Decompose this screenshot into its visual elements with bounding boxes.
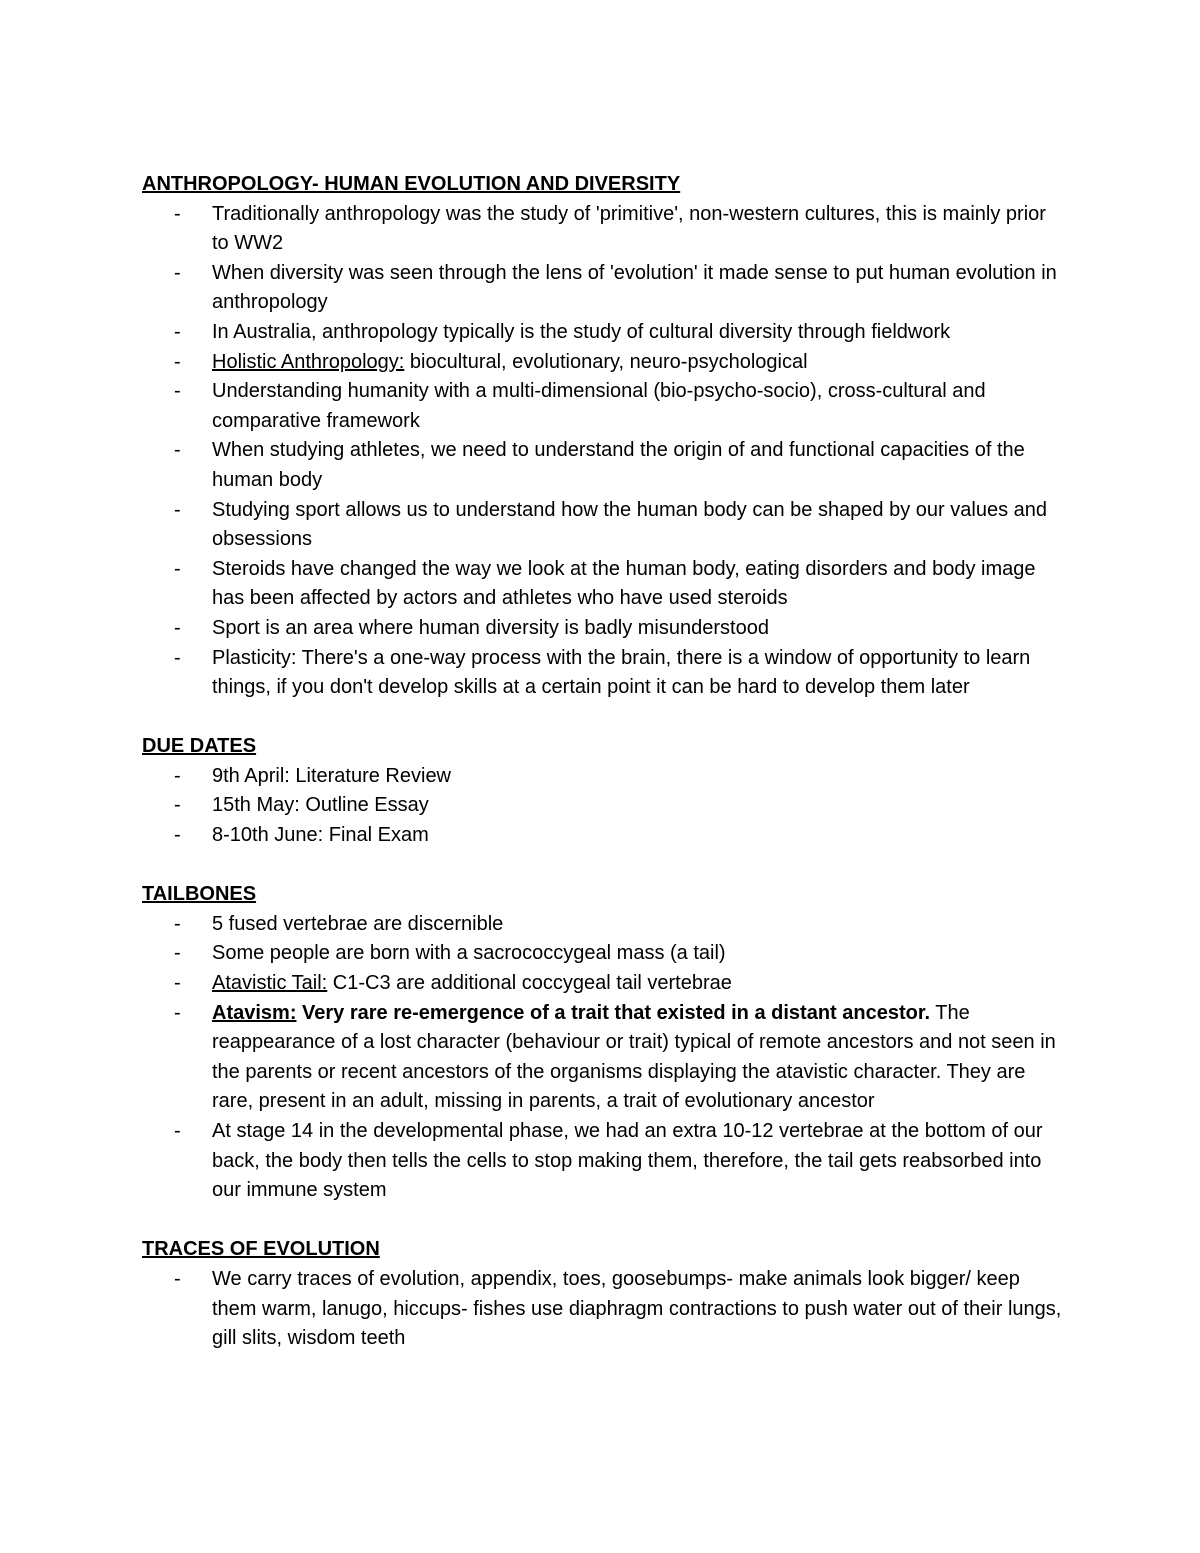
item-text: Understanding humanity with a multi-dimensional (bio-psycho-socio), cross-cultural and comparative framework — [212, 380, 986, 432]
bullet-dash: - — [174, 646, 181, 669]
list-item — [142, 969, 1062, 999]
list-item — [142, 1117, 1062, 1206]
item-text: In Australia, anthropology typically is the study of cultural diversity through fieldwork — [212, 320, 951, 343]
item-text: 5 fused vertebrae are discernible — [212, 912, 504, 935]
list-item — [142, 318, 1062, 348]
item-text: Sport is an area where human diversity is badly misunderstood — [212, 616, 769, 639]
item-lead-term: Holistic Anthropology: — [212, 350, 405, 373]
item-text: biocultural, evolutionary, neuro-psychological — [404, 350, 808, 373]
item-lead-term: Atavism: — [212, 1001, 297, 1024]
bullet-dash: - — [174, 942, 181, 965]
list-item — [142, 259, 1062, 318]
bullet-dash: - — [174, 261, 181, 284]
bullet-dash: - — [174, 824, 181, 847]
section-tailbones — [142, 880, 1062, 1206]
item-text: 9th April: Literature Review — [212, 764, 452, 787]
bullet-dash: - — [174, 498, 181, 521]
bullet-dash: - — [174, 380, 181, 403]
bullet-dash: - — [174, 557, 181, 580]
bullet-dash: - — [174, 439, 181, 462]
list-item — [142, 1265, 1062, 1354]
bullet-list — [142, 1265, 1062, 1354]
section-anthropology — [142, 170, 1062, 703]
item-text: We carry traces of evolution, appendix, toes, goosebumps- make animals look bigger/ keep them warm, lanugo, hiccups- fishes use diaphragm contractions to push water out of their lungs, gill slits, wisdom teeth — [212, 1267, 1062, 1350]
bullet-list — [142, 762, 1062, 851]
item-text: At stage 14 in the developmental phase, we had an extra 10-12 vertebrae at the bottom of our back, the body then tells the cells to stop making them, therefore, the tail gets reabsorbed into our immune system — [212, 1120, 1043, 1202]
document-body — [142, 170, 1062, 1383]
list-item — [142, 348, 1062, 378]
bullet-dash: - — [174, 320, 181, 343]
bullet-dash: - — [174, 764, 181, 787]
section-heading: TRACES OF EVOLUTION — [142, 1238, 380, 1261]
section-heading: DUE DATES — [142, 735, 257, 758]
item-text: The reappearance of a lost character (behaviour or trait) typical of remote ancestors and not seen in the parents or recent ancestors of the organisms displaying the atavistic character. They are rare, present in an adult, missing in parents, a trait of evolutionary ancestor — [212, 1001, 1056, 1113]
item-text: Steroids have changed the way we look at the human body, eating disorders and body image has been affected by actors and athletes who have used steroids — [212, 557, 1036, 610]
section-due-dates — [142, 732, 1062, 850]
bullet-dash: - — [174, 350, 181, 373]
item-text: Some people are born with a sacrococcygeal mass (a tail) — [212, 942, 726, 965]
bullet-dash: - — [174, 202, 181, 225]
bullet-dash: - — [174, 616, 181, 639]
list-item — [142, 644, 1062, 703]
section-heading: TAILBONES — [142, 883, 257, 906]
item-text: Studying sport allows us to understand how the human body can be shaped by our values and obsessions — [212, 498, 1047, 551]
bullet-list — [142, 200, 1062, 703]
list-item — [142, 821, 1062, 851]
item-text: Traditionally anthropology was the study of 'primitive', non-western cultures, this is mainly prior to WW2 — [212, 202, 1046, 255]
item-bold-definition: Very rare re-emergence of a trait that existed in a distant ancestor. — [296, 1001, 931, 1024]
item-text: 8-10th June: Final Exam — [212, 824, 429, 847]
item-text: Plasticity: There's a one-way process with the brain, there is a window of opportunity to learn things, if you don't develop skills at a certain point it can be hard to develop them later — [212, 646, 1031, 699]
bullet-dash: - — [174, 1267, 181, 1290]
bullet-list — [142, 910, 1062, 1206]
list-item — [142, 200, 1062, 259]
list-item — [142, 377, 1062, 436]
list-item — [142, 496, 1062, 555]
item-text: C1-C3 are additional coccygeal tail vertebrae — [327, 972, 732, 995]
bullet-dash: - — [174, 1120, 181, 1142]
list-item — [142, 791, 1062, 821]
list-item — [142, 910, 1062, 940]
list-item — [142, 555, 1062, 614]
list-item — [142, 939, 1062, 969]
section-traces-of-evolution — [142, 1235, 1062, 1353]
list-item — [142, 762, 1062, 792]
bullet-dash: - — [174, 972, 181, 995]
item-text: When diversity was seen through the lens of 'evolution' it made sense to put human evolution in anthropology — [212, 261, 1057, 314]
item-text: When studying athletes, we need to understand the origin of and functional capacities of the human body — [212, 439, 1025, 491]
bullet-dash: - — [174, 912, 181, 935]
list-item — [142, 999, 1062, 1117]
section-heading: ANTHROPOLOGY- HUMAN EVOLUTION AND DIVERSITY — [142, 173, 681, 195]
item-lead-term: Atavistic Tail: — [212, 972, 328, 995]
list-item — [142, 436, 1062, 495]
list-item — [142, 614, 1062, 644]
bullet-dash: - — [174, 1001, 181, 1024]
bullet-dash: - — [174, 794, 181, 817]
item-text: 15th May: Outline Essay — [212, 794, 429, 817]
